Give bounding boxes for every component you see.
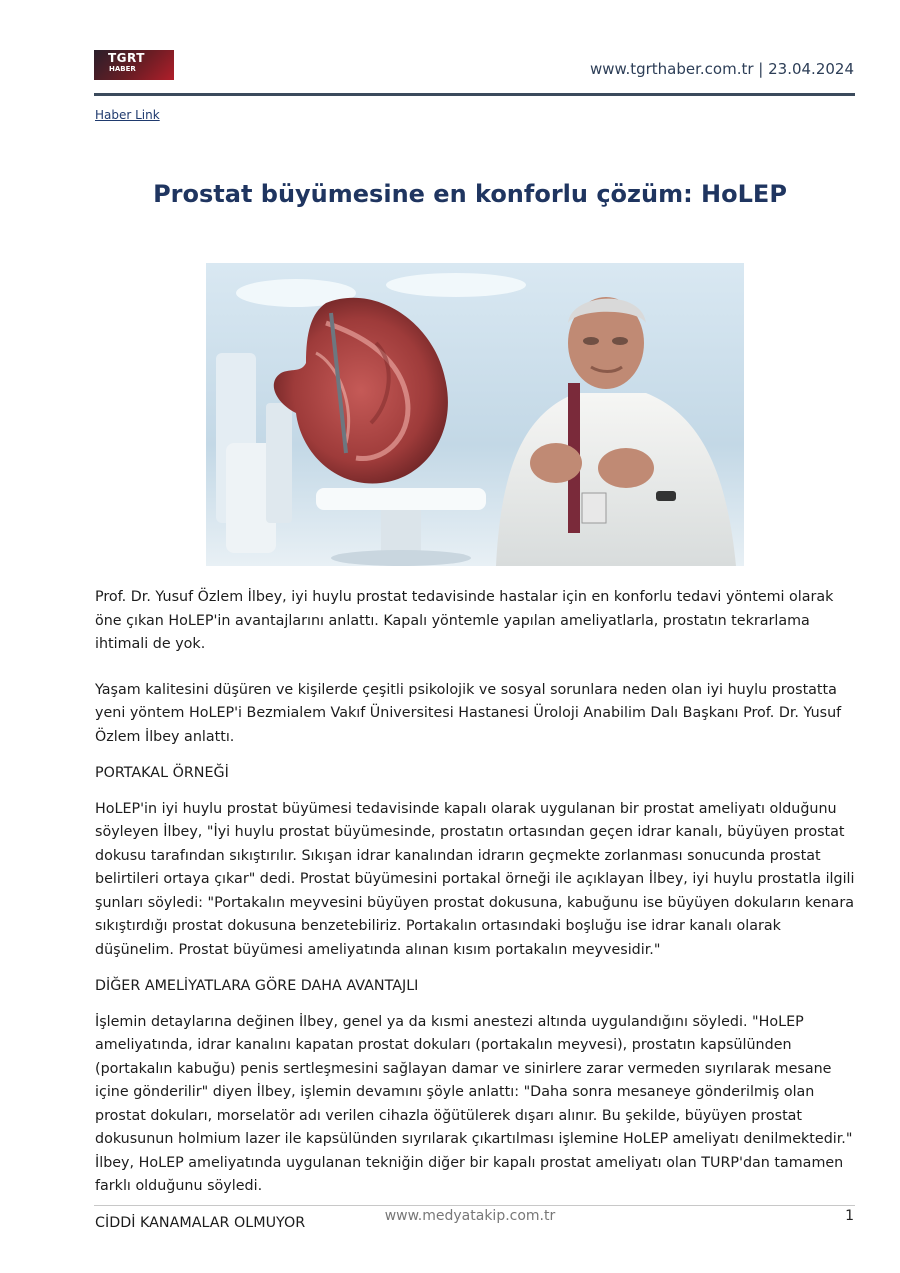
- article-title: Prostat büyümesine en konforlu çözüm: HoLEP: [153, 180, 787, 208]
- header-divider: [94, 93, 855, 96]
- footer-site: www.medyatakip.com.tr: [384, 1208, 556, 1224]
- logo-top-text: TGRT: [108, 51, 145, 65]
- page-number: 1: [845, 1208, 854, 1224]
- logo-bottom-text: HABER: [109, 65, 136, 73]
- source-and-date: www.tgrthaber.com.tr | 23.04.2024: [590, 60, 854, 78]
- section-heading: PORTAKAL ÖRNEĞİ: [95, 765, 229, 781]
- section-heading: DİĞER AMELİYATLARA GÖRE DAHA AVANTAJLI: [95, 978, 419, 994]
- article-paragraph: İşlemin detaylarına değinen İlbey, genel ya da kısmi anestezi altında uygulandığını söyledi. "HoLEP ameliyatında, idrar kanalını kapatan prostat dokuları (portakalın meyvesi), prostatın kapsülünden (portakalın kabuğu) penis sertleşmesini sağlayan damar ve sinirlere zarar vermeden sıyrılarak mesane içine gönderilir" diyen İlbey, işlemin devamını şöyle anlattı: "Daha sonra mesaneye gönderilmiş olan prostat dokuları, morselatör adı verilen cihazla öğütülerek dışarı alınır. Bu şekilde, büyüyen prostat dokusunun holmium lazer ile kapsülünden sıyrılarak çıkartılması işlemine HoLEP ameliyatı denilmektedir." İlbey, HoLEP ameliyatında uygulanan tekniğin diğer bir kapalı prostat ameliyatı olan TURP'dan tamamen farklı olduğunu söyledi.: [95, 1013, 853, 1194]
- article-photo: [206, 263, 744, 566]
- footer-divider: [94, 1205, 855, 1206]
- hero-illustration: [206, 263, 744, 566]
- article-paragraph: HoLEP'in iyi huylu prostat büyümesi tedavisinde kapalı olarak uygulanan bir prostat ameliyatı olduğunu söyleyen İlbey, "İyi huylu prostat büyümesinde, prostatın ortasından geçen idrar kanalı, büyüyen prostat dokusu tarafından sıkıştırılır. Sıkışan idrar kanalından idrarın geçmekte zorlanması sonucunda prostat belirtileri ortaya çıkar" dedi. Prostat büyümesini portakal örneği ile açıklayan İlbey, iyi huylu prostatla ilgili şunları söyledi: "Portakalın meyvesini büyüyen prostat dokusuna, kabuğunu ise büyüyen dokuların kenara sıkıştırdığı prostat dokusuna benzetebiliriz. Portakalın ortasındaki boşluğu ise idrar kanalı olarak düşünelim. Prostat büyümesi ameliyatında alınan kısım portakalın meyvesidir.": [95, 800, 855, 958]
- tgrt-haber-logo: [94, 50, 174, 80]
- article-paragraph: Yaşam kalitesini düşüren ve kişilerde çeşitli psikolojik ve sosyal sorunlara neden olan iyi huylu prostatta yeni yöntem HoLEP'i Bezmialem Vakıf Üniversitesi Hastanesi Üroloji Anabilim Dalı Başkanı Prof. Dr. Yusuf Özlem İlbey anlattı.: [95, 681, 842, 745]
- article-paragraph: Prof. Dr. Yusuf Özlem İlbey, iyi huylu prostat tedavisinde hastalar için en konforlu tedavi yöntemi olarak öne çıkan HoLEP'in avantajlarını anlattı. Kapalı yöntemle yapılan ameliyatlarla, prostatın tekrarlama ihtimali de yok.: [95, 589, 834, 652]
- article-body: [95, 586, 860, 1247]
- section-heading: CİDDİ KANAMALAR OLMUYOR: [95, 1214, 306, 1231]
- news-link[interactable]: Haber Link: [95, 108, 160, 122]
